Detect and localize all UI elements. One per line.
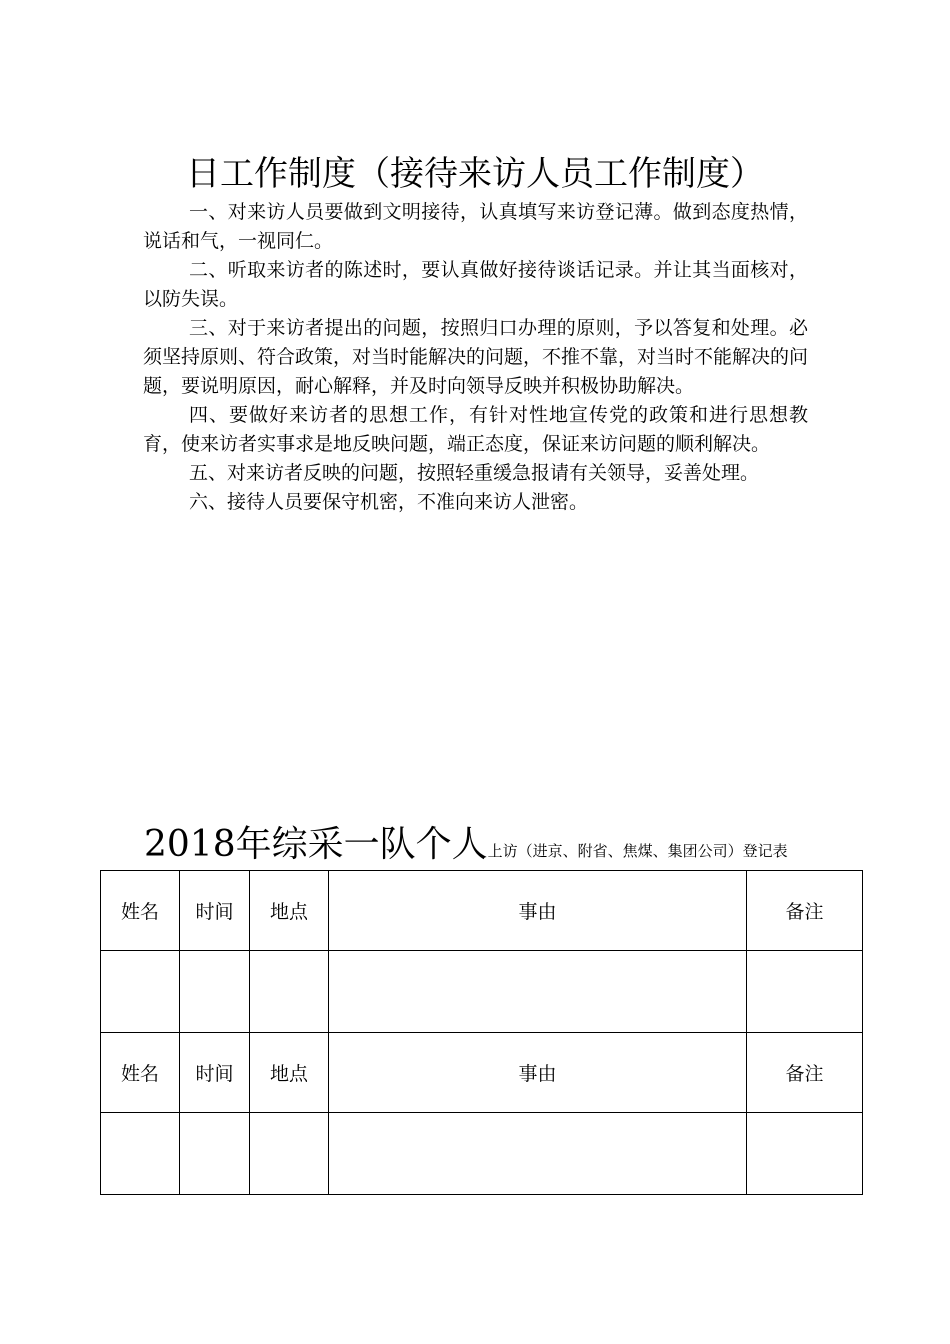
paragraph-2: 二、听取来访者的陈述时，要认真做好接待谈话记录。并让其当面核对，以防失误。 <box>143 259 808 310</box>
table-row <box>101 1113 863 1195</box>
register-title-sub: 上访（进京、附省、焦煤、集团公司）登记表 <box>487 842 788 860</box>
cell-reason <box>329 951 747 1033</box>
header-time: 时间 <box>180 1033 250 1113</box>
header-remarks: 备注 <box>747 871 863 951</box>
paragraph-5: 五、对来访者反映的问题，按照轻重缓急报请有关领导，妥善处理。 <box>189 462 760 484</box>
register-title <box>144 823 844 873</box>
header-name: 姓名 <box>101 871 180 951</box>
paragraph-3: 三、对于来访者提出的问题，按照归口办理的原则，予以答复和处理。必须坚持原则、符合政策，对当时能解决的问题，不推不靠，对当时不能解决的问题，要说明原因，耐心解释，并及时向领导反映并积极协助解决。 <box>143 317 809 397</box>
header-remarks: 备注 <box>747 1033 863 1113</box>
cell-location <box>250 1113 329 1195</box>
register-title-main: 2018年综采一队个人 <box>144 824 488 865</box>
document-title: 日工作制度（接待来访人员工作制度） <box>186 154 764 194</box>
document-body <box>143 198 808 517</box>
header-location: 地点 <box>250 871 329 951</box>
cell-remarks <box>747 951 863 1033</box>
register-table <box>100 870 863 1195</box>
cell-time <box>180 951 250 1033</box>
table-row <box>101 951 863 1033</box>
paragraph-4: 四、要做好来访者的思想工作，有针对性地宣传党的政策和进行思想教育，使来访者实事求是地反映问题，端正态度，保证来访问题的顺利解决。 <box>143 404 808 455</box>
table-header-row <box>101 1033 863 1113</box>
cell-remarks <box>747 1113 863 1195</box>
header-name: 姓名 <box>101 1033 180 1113</box>
table-header-row <box>101 871 863 951</box>
cell-location <box>250 951 329 1033</box>
cell-reason <box>329 1113 747 1195</box>
header-location: 地点 <box>250 1033 329 1113</box>
header-reason: 事由 <box>329 871 747 951</box>
header-reason: 事由 <box>329 1033 747 1113</box>
cell-name <box>101 951 180 1033</box>
cell-name <box>101 1113 180 1195</box>
header-time: 时间 <box>180 871 250 951</box>
cell-time <box>180 1113 250 1195</box>
paragraph-1: 一、对来访人员要做到文明接待，认真填写来访登记薄。做到态度热情，说话和气，一视同仁。 <box>143 201 808 252</box>
paragraph-6: 六、接待人员要保守机密，不准向来访人泄密。 <box>189 491 589 513</box>
